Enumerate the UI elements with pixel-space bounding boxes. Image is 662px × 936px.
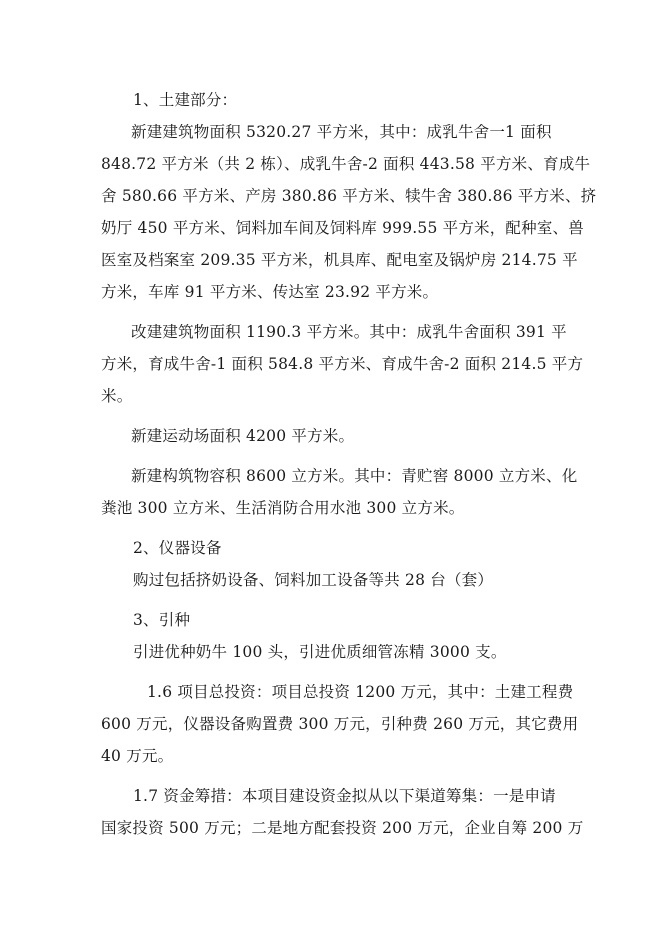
paragraph-line: 新建构筑物容积 8600 立方米。其中：青贮窖 8000 立方米、化: [131, 467, 578, 485]
paragraph-line: 新建建筑物面积 5320.27 平方米，其中：成乳牛舍一1 面积: [131, 123, 552, 141]
paragraph-line: 40 万元。: [101, 747, 174, 765]
paragraph-line: 1.6 项目总投资：项目总投资 1200 万元，其中：土建工程费: [147, 683, 574, 701]
paragraph-line: 购过包括挤奶设备、饲料加工设备等共 28 台（套）: [133, 571, 494, 589]
paragraph-line: 848.72 平方米（共 2 栋）、成乳牛舍-2 面积 443.58 平方米、育成牛: [101, 155, 591, 173]
section-heading-breeding: 3、引种: [133, 611, 191, 629]
paragraph-line: 方米，育成牛舍-1 面积 584.8 平方米、育成牛舍-2 面积 214.5 平方: [101, 355, 584, 373]
paragraph-line: 改建建筑物面积 1190.3 平方米。其中：成乳牛舍面积 391 平: [131, 323, 567, 341]
paragraph-line: 方米，车库 91 平方米、传达室 23.92 平方米。: [101, 283, 439, 301]
paragraph-line: 1.7 资金筹措：本项目建设资金拟从以下渠道筹集：一是申请: [133, 787, 556, 805]
paragraph-line: 国家投资 500 万元；二是地方配套投资 200 万元，企业自筹 200 万: [101, 819, 584, 837]
paragraph-line: 新建运动场面积 4200 平方米。: [131, 427, 355, 445]
paragraph-line: 600 万元，仪器设备购置费 300 万元，引种费 260 万元，其它费用: [101, 715, 579, 733]
paragraph-line: 米。: [101, 387, 133, 405]
paragraph-line: 舍 580.66 平方米、产房 380.86 平方米、犊牛舍 380.86 平方米、挤: [101, 187, 597, 205]
paragraph-line: 引进优种奶牛 100 头，引进优质细管冻精 3000 支。: [133, 643, 507, 661]
section-heading-equipment: 2、仪器设备: [133, 539, 222, 557]
section-heading-civil: 1、土建部分：: [133, 91, 238, 109]
paragraph-line: 粪池 300 立方米、生活消防合用水池 300 立方米。: [101, 499, 465, 517]
paragraph-line: 奶厅 450 平方米、饲料加车间及饲料库 999.55 平方米，配种室、兽: [101, 219, 584, 237]
paragraph-line: 医室及档案室 209.35 平方米，机具库、配电室及锅炉房 214.75 平: [101, 251, 578, 269]
